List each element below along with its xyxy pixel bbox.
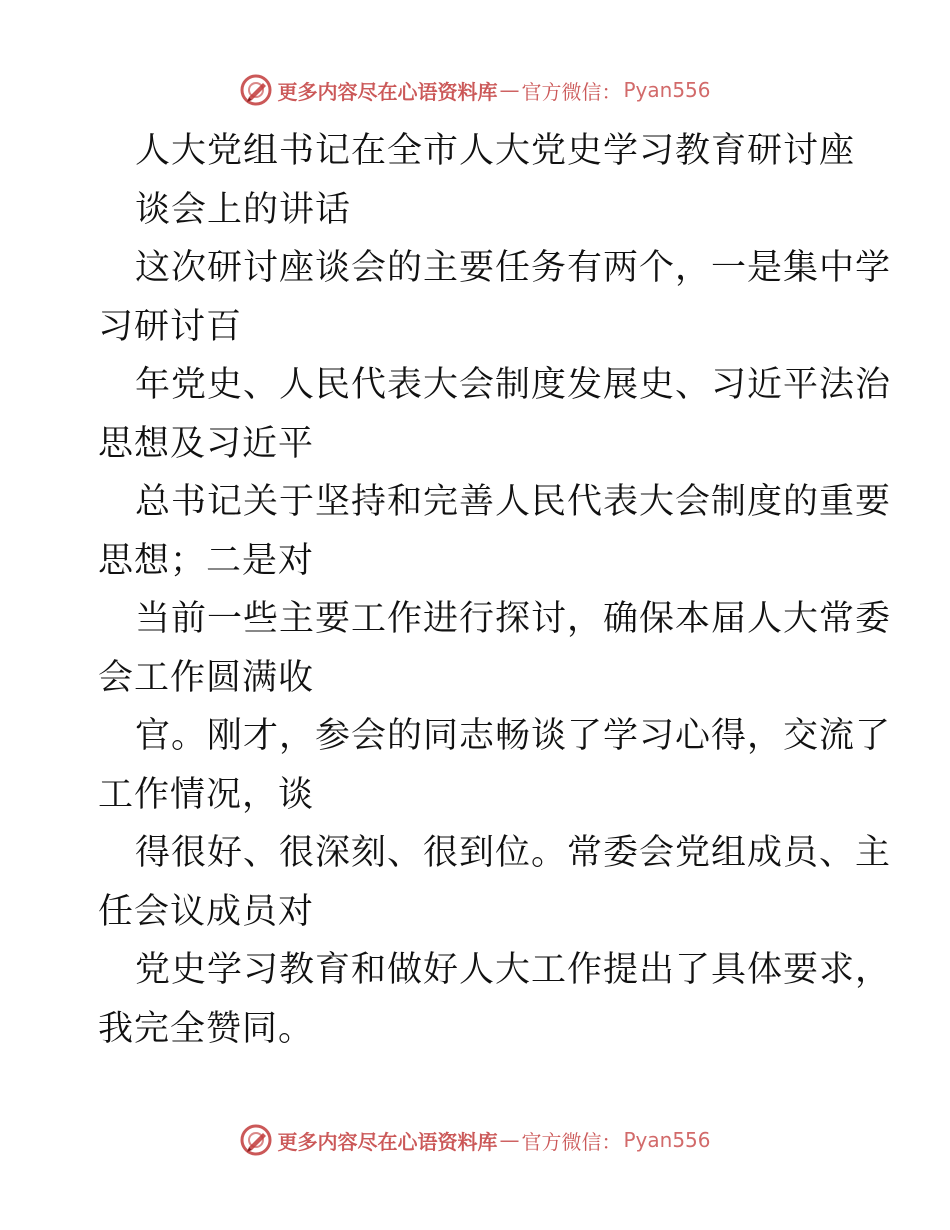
watermark-separator: — — [499, 1128, 520, 1152]
watermark-label: 官方微信： — [521, 79, 622, 104]
body-line: 思想及习近平 — [98, 423, 315, 464]
body-line: 思想；二是对 — [98, 540, 315, 581]
watermark-wechat-id: Pyan556 — [623, 1128, 711, 1152]
footer-watermark — [0, 1122, 950, 1158]
header-watermark — [0, 72, 950, 108]
body-line: 官。刚才，参会的同志畅谈了学习心得，交流了 — [135, 716, 892, 756]
body-line: 得很好、很深刻、很到位。常委会党组成员、主 — [135, 833, 892, 873]
pen-logo-icon — [239, 1123, 273, 1157]
body-line: 这次研讨座谈会的主要任务有两个，一是集中学 — [135, 248, 892, 288]
body-line: 当前一些主要工作进行探讨，确保本届人大常委 — [135, 599, 892, 639]
pen-logo-icon — [239, 73, 273, 107]
watermark-separator: — — [499, 78, 520, 102]
body-line: 会工作圆满收 — [98, 657, 315, 698]
body-line: 总书记关于坚持和完善人民代表大会制度的重要 — [135, 482, 892, 522]
body-line: 任会议成员对 — [98, 891, 315, 932]
watermark-wechat-id: Pyan556 — [623, 78, 711, 102]
watermark-label: 官方微信： — [521, 1129, 622, 1154]
watermark-site-text: 更多内容尽在心语资料库 — [277, 1129, 498, 1154]
body-line: 习研讨百 — [98, 306, 243, 347]
document-body — [98, 122, 892, 1058]
body-line: 工作情况，谈 — [98, 774, 315, 815]
title-line-1: 人大党组书记在全市人大党史学习教育研讨座 — [135, 131, 856, 171]
body-line: 年党史、人民代表大会制度发展史、习近平法治 — [135, 365, 892, 405]
body-line: 党史学习教育和做好人大工作提出了具体要求， — [135, 950, 892, 990]
watermark-site-text: 更多内容尽在心语资料库 — [277, 79, 498, 104]
title-line-2: 谈会上的讲话 — [135, 189, 352, 230]
body-line: 我完全赞同。 — [98, 1008, 315, 1049]
